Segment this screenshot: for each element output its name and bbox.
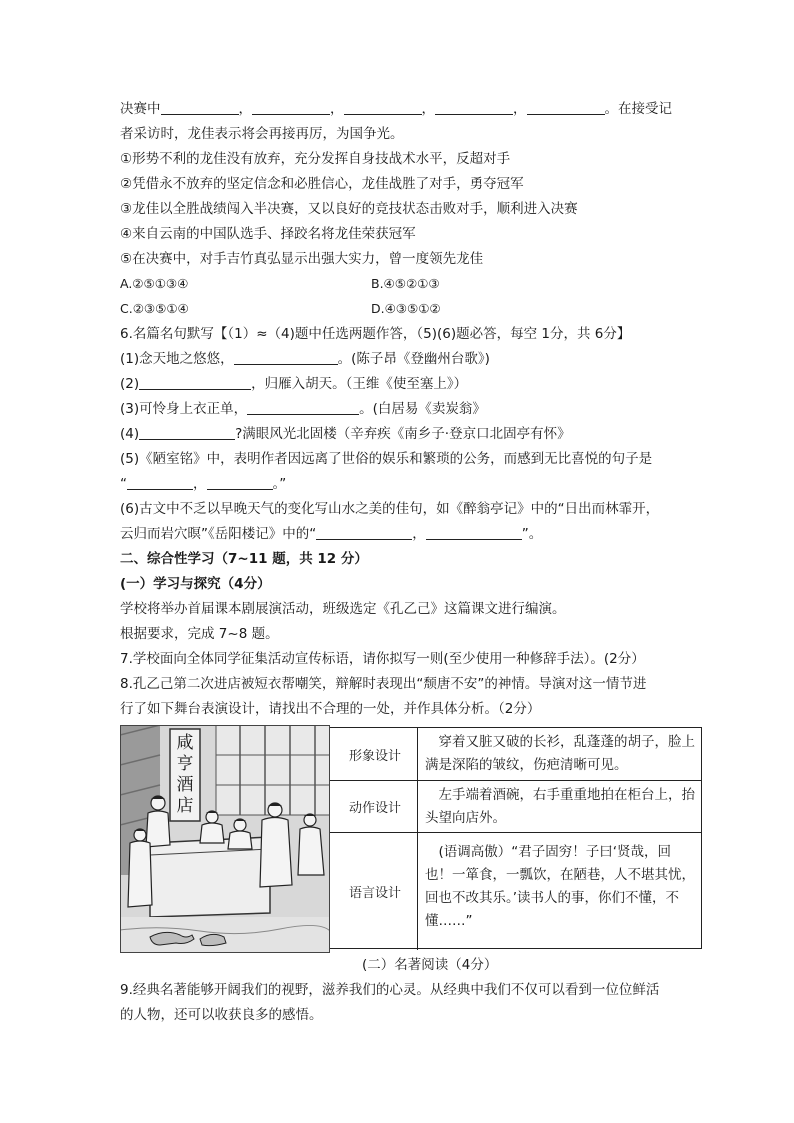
text: 。(陈子昂《登幽州台歌》) — [337, 351, 490, 367]
question-8-line-1: 8.孔乙己第二次进店被短衣帮嘲笑，辩解时表现出“颓唐不安”的神情。导演对这一情节进 — [120, 676, 647, 692]
question-5-line-2: 者采访时，龙佳表示将会再接再厉，为国争光。 — [120, 126, 404, 142]
question-9-line-2: 的人物，还可以收获良多的感悟。 — [120, 1007, 323, 1023]
table-row — [271, 832, 701, 950]
question-7: 7.学校面向全体同学征集活动宣传标语，请你拟写一则(至少使用一种修辞手法）。(2分） — [120, 651, 645, 667]
row-content: 穿着又脏又破的长衫，乱蓬蓬的胡子，脸上满是深陷的皱纹，伤疤清晰可见。 — [425, 734, 695, 773]
option-b[interactable]: B.④⑤②①③ — [371, 276, 440, 291]
text: ”。 — [521, 526, 543, 542]
column-divider — [417, 728, 418, 780]
answer-blank[interactable] — [161, 100, 239, 115]
text: ?满眼风光北固楼（辛弃疾《南乡子·登京口北固亭有怀》 — [235, 426, 571, 442]
section-2-heading: 二、综合性学习（7~11 题，共 12 分） — [120, 551, 368, 567]
subsection-2-heading: (二）名著阅读（4分） — [362, 957, 498, 973]
q6-item-5-blanks — [120, 475, 286, 493]
row-content: (语调高傲）“君子固穷！子曰‘贤哉，回也！一箪食，一瓢饮，在陋巷，人不堪其忧，回也不改其乐。’读书人的事，你们不懂，不懂……” — [425, 844, 695, 929]
answer-blank[interactable] — [316, 525, 412, 540]
text: (2) — [120, 376, 140, 392]
answer-blank[interactable] — [252, 100, 330, 115]
sentence-2: ②凭借永不放弃的坚定信念和必胜信心，龙佳战胜了对手，勇夺冠军 — [120, 176, 524, 192]
q6-item-3 — [120, 400, 486, 418]
sentence-3: ③龙佳以全胜战绩闯入半决赛，又以良好的竞技状态击败对手，顺利进入决赛 — [120, 201, 578, 217]
answer-blank[interactable] — [435, 100, 513, 115]
text: 。(白居易《卖炭翁》 — [359, 401, 486, 417]
text: 云归而岩穴暝”《岳阳楼记》中的“ — [120, 526, 317, 542]
question-8-line-2: 行了如下舞台表演设计，请找出不合理的一处，并作具体分析。（2分） — [120, 701, 541, 717]
answer-blank[interactable] — [139, 375, 251, 390]
q6-item-2 — [120, 375, 467, 393]
column-divider — [417, 781, 418, 832]
text: (3)可怜身上衣正单， — [120, 401, 248, 417]
comma: ， — [238, 101, 252, 117]
sentence-1: ①形势不利的龙佳没有放弃，充分发挥自身技战术水平，反超对手 — [120, 151, 511, 167]
question-5-line-1 — [120, 100, 672, 118]
subsection-1-heading: (一）学习与探究（4分） — [120, 576, 271, 592]
q6-item-5: (5)《陋室铭》中，表明作者因远离了世俗的娱乐和繁琐的公务，而感到无比喜悦的句子是 — [120, 451, 653, 467]
option-d[interactable]: D.④③⑤①② — [371, 301, 441, 316]
row-label: 动作设计 — [348, 801, 401, 816]
row-content: 左手端着酒碗，右手重重地拍在柜台上，抬头望向店外。 — [425, 787, 695, 826]
question-6-title: 6.名篇名句默写【（1）≈（4)题中任选两题作答，（5)(6)题必答，每空 1分，共 6分】 — [120, 326, 631, 342]
answer-blank[interactable] — [247, 400, 359, 415]
table-row — [271, 780, 701, 832]
answer-blank[interactable] — [426, 525, 522, 540]
tavern-sign-text: 咸亨酒店 — [176, 733, 194, 816]
text: (4) — [120, 426, 140, 442]
text: “ — [120, 476, 127, 492]
text: 。在接受记 — [604, 101, 672, 117]
text: ， — [412, 526, 426, 542]
comma: ， — [513, 101, 527, 117]
row-label: 语言设计 — [348, 886, 401, 901]
option-a[interactable]: A.②⑤①③④ — [120, 276, 189, 291]
answer-blank[interactable] — [139, 425, 235, 440]
section-intro: 学校将举办首届课本剧展演活动，班级选定《孔乙己》这篇课文进行编演。 — [120, 601, 566, 617]
comma: ， — [330, 101, 344, 117]
answer-blank[interactable] — [207, 475, 273, 490]
stage-design-table — [270, 727, 702, 949]
answer-blank[interactable] — [234, 350, 338, 365]
text: 。” — [272, 476, 287, 492]
answer-blank[interactable] — [527, 100, 605, 115]
text: ， — [193, 476, 207, 492]
comma: ， — [421, 101, 435, 117]
text: (1)念天地之悠悠， — [120, 351, 234, 367]
column-divider — [417, 833, 418, 950]
row-label: 形象设计 — [348, 748, 401, 764]
text: ，归雁入胡天。（王维《使至塞上》） — [251, 376, 468, 392]
text: 决赛中 — [120, 101, 161, 117]
q6-item-6: (6)古文中不乏以早晚天气的变化写山水之美的佳句，如《醉翁亭记》中的“日出而林霏开， — [120, 501, 660, 517]
answer-blank[interactable] — [344, 100, 422, 115]
sentence-5: ⑤在决赛中，对手吉竹真弘显示出强大实力，曾一度领先龙佳 — [120, 251, 484, 267]
sentence-4: ④来自云南的中国队选手、择跤名将龙佳荣获冠军 — [120, 226, 416, 242]
answer-blank[interactable] — [127, 475, 193, 490]
question-9-line-1: 9.经典名著能够开阔我们的视野，滋养我们的心灵。从经典中我们不仅可以看到一位位鲜活 — [120, 982, 660, 998]
q6-item-1 — [120, 350, 490, 368]
section-requirement: 根据要求，完成 7~8 题。 — [120, 626, 279, 642]
q6-item-6-blanks — [120, 525, 542, 543]
tavern-illustration — [120, 725, 330, 953]
table-row — [271, 728, 701, 780]
option-c[interactable]: C.②③⑤①④ — [120, 301, 189, 316]
tavern-scene-svg — [120, 725, 330, 953]
q6-item-4 — [120, 425, 571, 443]
